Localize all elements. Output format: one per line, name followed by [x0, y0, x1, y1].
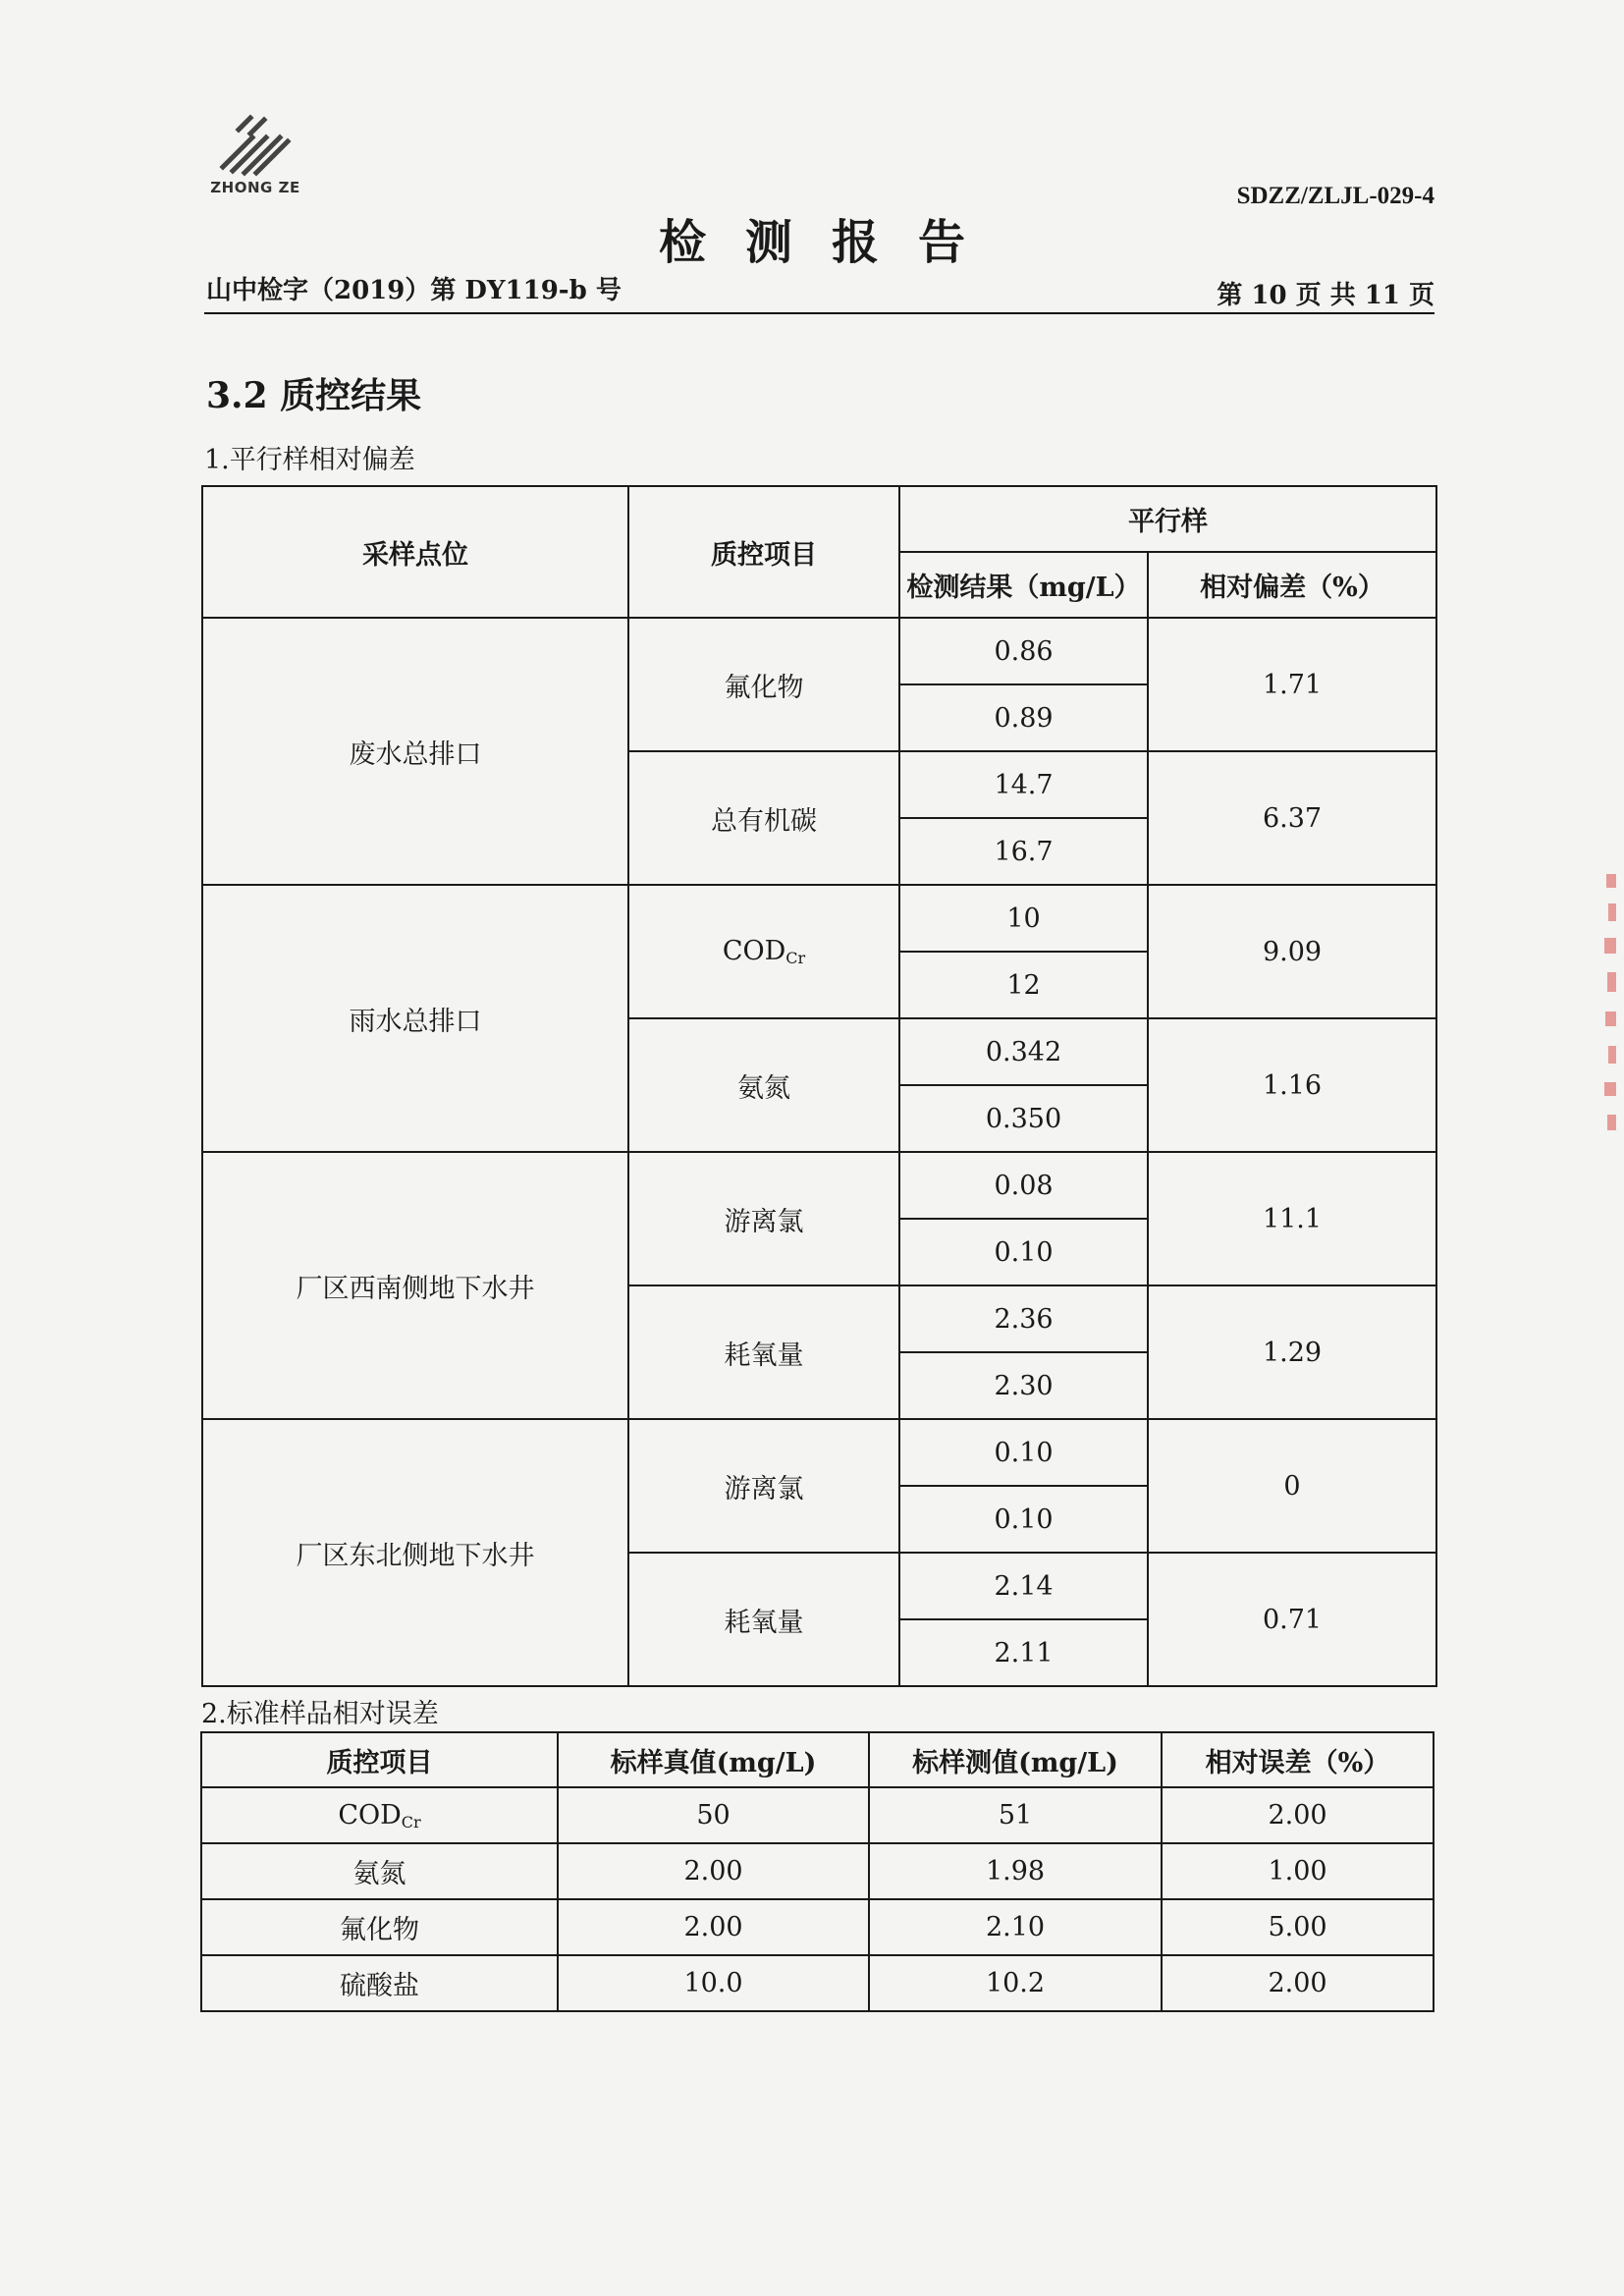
site-cell: 厂区西南侧地下水井	[202, 1152, 628, 1419]
site-cell: 废水总排口	[202, 618, 628, 885]
deviation-cell: 9.09	[1148, 885, 1436, 1018]
section-title: 3.2 质控结果	[206, 375, 422, 416]
result-cell: 2.36	[899, 1285, 1148, 1352]
item-cell	[201, 1787, 558, 1843]
true-value-cell: 2.00	[558, 1899, 869, 1955]
table2-caption: 2.标准样品相对误差	[201, 1699, 439, 1729]
measured-cell: 2.10	[869, 1899, 1162, 1955]
table-row	[201, 1787, 1434, 1843]
deviation-cell: 1.71	[1148, 618, 1436, 751]
deviation-cell: 0	[1148, 1419, 1436, 1553]
item-cell	[628, 885, 899, 1018]
table-row	[201, 1899, 1434, 1955]
deviation-cell: 0.71	[1148, 1553, 1436, 1686]
header-deviation: 相对偏差（%）	[1148, 552, 1436, 618]
error-cell: 5.00	[1162, 1899, 1434, 1955]
header-parallel-group: 平行样	[899, 486, 1436, 552]
true-value-cell: 50	[558, 1787, 869, 1843]
item-cell: 耗氧量	[628, 1285, 899, 1419]
result-cell: 0.10	[899, 1486, 1148, 1553]
site-cell: 雨水总排口	[202, 885, 628, 1152]
result-cell: 2.14	[899, 1553, 1148, 1619]
result-cell: 0.10	[899, 1219, 1148, 1285]
page-indicator: 第 10 页 共 11 页	[1217, 281, 1435, 310]
item-cell: 氨氮	[628, 1018, 899, 1152]
item-subscript: Cr	[401, 1812, 421, 1831]
document-code: SDZZ/ZLJL-029-4	[1236, 183, 1435, 209]
error-cell: 2.00	[1162, 1787, 1434, 1843]
result-cell: 14.7	[899, 751, 1148, 818]
error-cell: 1.00	[1162, 1843, 1434, 1899]
error-cell: 2.00	[1162, 1955, 1434, 2011]
true-value-cell: 2.00	[558, 1843, 869, 1899]
result-cell: 0.10	[899, 1419, 1148, 1486]
table-row	[201, 1955, 1434, 2011]
deviation-cell: 11.1	[1148, 1152, 1436, 1285]
logo-text: ZHONG ZE	[210, 179, 300, 196]
report-title: 检测报告	[658, 215, 1004, 270]
result-cell: 0.350	[899, 1085, 1148, 1152]
header-site: 采样点位	[202, 486, 628, 618]
item-name: COD	[722, 936, 786, 966]
report-number: 山中检字（2019）第 DY119-b 号	[206, 276, 622, 305]
header-true-value: 标样真值(mg/L)	[558, 1732, 869, 1787]
result-cell: 10	[899, 885, 1148, 952]
item-cell: 氟化物	[201, 1899, 558, 1955]
item-cell: 氟化物	[628, 618, 899, 751]
result-cell: 12	[899, 952, 1148, 1018]
measured-cell: 10.2	[869, 1955, 1162, 2011]
table-row	[201, 1843, 1434, 1899]
item-cell: 总有机碳	[628, 751, 899, 885]
measured-cell: 51	[869, 1787, 1162, 1843]
standard-sample-table	[200, 1731, 1435, 2012]
result-cell: 0.08	[899, 1152, 1148, 1219]
item-subscript: Cr	[785, 949, 806, 967]
deviation-cell: 1.29	[1148, 1285, 1436, 1419]
deviation-cell: 6.37	[1148, 751, 1436, 885]
result-cell: 0.89	[899, 684, 1148, 751]
deviation-cell: 1.16	[1148, 1018, 1436, 1152]
item-cell: 游离氯	[628, 1419, 899, 1553]
true-value-cell: 10.0	[558, 1955, 869, 2011]
header-result: 检测结果（mg/L）	[899, 552, 1148, 618]
site-cell: 厂区东北侧地下水井	[202, 1419, 628, 1686]
measured-cell: 1.98	[869, 1843, 1162, 1899]
result-cell: 2.11	[899, 1619, 1148, 1686]
parallel-sample-table	[201, 485, 1437, 1687]
table1-caption: 1.平行样相对偏差	[204, 445, 415, 475]
header-error: 相对误差（%）	[1162, 1732, 1434, 1787]
result-cell: 0.342	[899, 1018, 1148, 1085]
result-cell: 16.7	[899, 818, 1148, 885]
item-cell: 耗氧量	[628, 1553, 899, 1686]
item-name: COD	[338, 1799, 402, 1831]
header-item: 质控项目	[201, 1732, 558, 1787]
header-item: 质控项目	[628, 486, 899, 618]
item-cell: 氨氮	[201, 1843, 558, 1899]
header-divider	[204, 312, 1435, 314]
result-cell: 0.86	[899, 618, 1148, 684]
item-cell: 硫酸盐	[201, 1955, 558, 2011]
result-cell: 2.30	[899, 1352, 1148, 1419]
header-measured: 标样测值(mg/L)	[869, 1732, 1162, 1787]
item-cell: 游离氯	[628, 1152, 899, 1285]
seal-stamp-fragment-icon	[1598, 864, 1624, 1149]
